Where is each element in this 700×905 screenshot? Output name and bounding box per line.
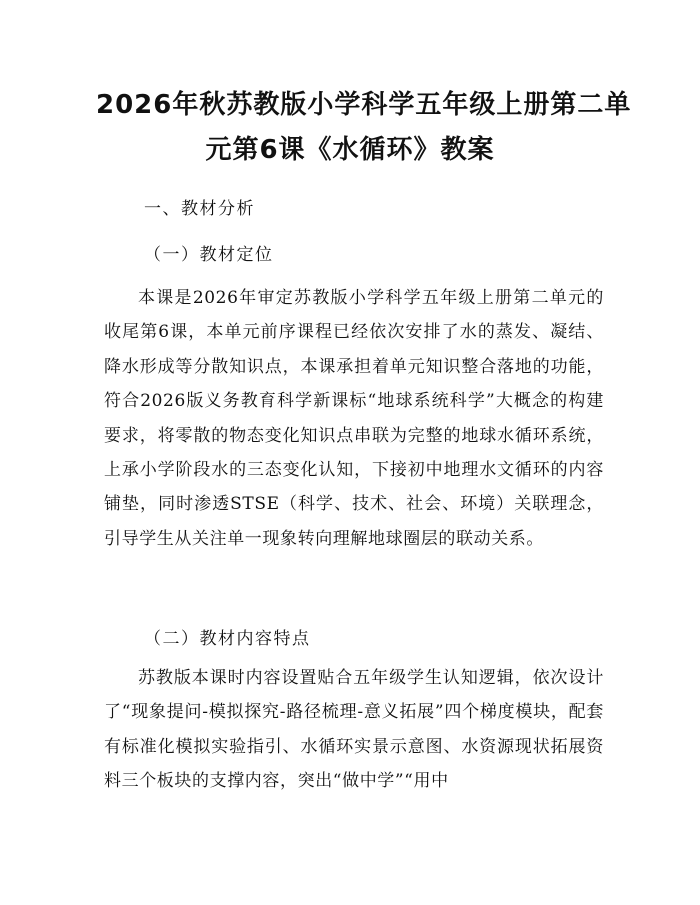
body-paragraph-positioning: 本课是2026年审定苏教版小学科学五年级上册第二单元的收尾第6课，本单元前序课程已经依次安排了水的蒸发、凝结、降水形成等分散知识点，本课承担着单元知识整合落地的功能，符合2026版义务教育科学新课标“地球系统科学”大概念的构建要求，将零散的物态变化知识点串联为完整的地球水循环系统，上承小学阶段水的三态变化认知，下接初中地理水文循环的内容铺垫，同时渗透STSE（科学、技术、社会、环境）关联理念，引导学生从关注单一现象转向理解地球圈层的联动关系。: [104, 288, 604, 549]
document-title-line-2: 元第6课《水循环》教案: [205, 135, 495, 165]
subsection-heading-positioning: （一）教材定位: [144, 245, 274, 265]
body-paragraph-content-features: 苏教版本课时内容设置贴合五年级学生认知逻辑，依次设计了“现象提问-模拟探究-路径梳理-意义拓展”四个梯度模块，配套有标准化模拟实验指引、水循环实景示意图、水资源现状拓展资料三个板块的支撑内容，突出“做中学”“用中: [104, 668, 604, 792]
subsection-heading-content-features: （二）教材内容特点: [144, 629, 311, 649]
section-heading-textbook-analysis: 一、教材分析: [144, 199, 255, 219]
document-title-line-1: 2026年秋苏教版小学科学五年级上册第二单: [96, 90, 632, 120]
